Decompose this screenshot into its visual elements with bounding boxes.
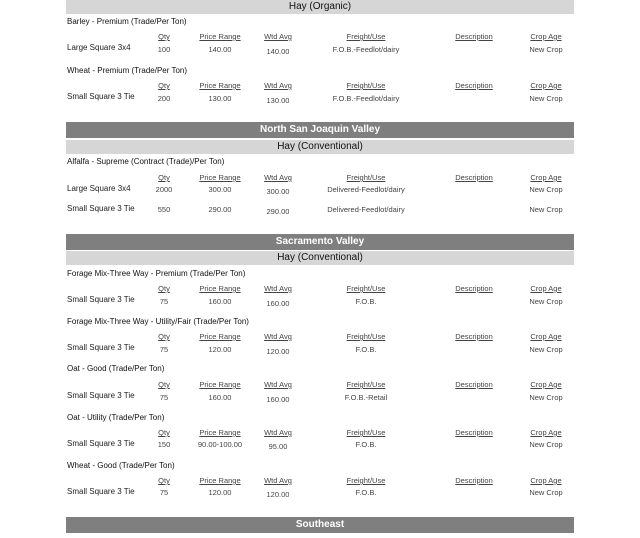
header-freight: Freight/Use	[346, 284, 386, 293]
row-freight: F.O.B.-Feedlot/dairy	[332, 94, 400, 103]
row-price: 90.00-100.00	[197, 440, 243, 449]
header-crop-age: Crop Age	[530, 380, 562, 389]
header-price-range: Price Range	[199, 332, 241, 341]
row-avg: 120.00	[266, 490, 290, 499]
header-description: Description	[455, 284, 493, 293]
row-freight: F.O.B.-Retail	[344, 393, 388, 402]
product-name: Oat - Utility (Trade/Per Ton)	[67, 413, 165, 422]
row-avg: 140.00	[266, 47, 290, 56]
header-freight: Freight/Use	[346, 428, 386, 437]
header-crop-age: Crop Age	[530, 32, 562, 41]
row-price: 160.00	[208, 393, 232, 402]
row-desc: Small Square 3 Tie	[67, 487, 135, 496]
region-title-nsjv: North San Joaquin Valley	[66, 122, 574, 138]
header-qty: Qty	[158, 32, 170, 41]
row-desc: Small Square 3 Tie	[67, 295, 135, 304]
header-description: Description	[455, 81, 493, 90]
row-qty: 75	[159, 297, 169, 306]
product-name: Oat - Good (Trade/Per Ton)	[67, 364, 165, 373]
row-desc: Large Square 3x4	[67, 43, 131, 52]
row-crop-age: New Crop	[529, 94, 563, 103]
header-freight: Freight/Use	[346, 380, 386, 389]
row-freight: F.O.B.-Feedlot/dairy	[332, 45, 400, 54]
header-wtd-avg: Wtd Avg	[264, 332, 292, 341]
row-desc: Small Square 3 Tie	[67, 439, 135, 448]
header-qty: Qty	[158, 173, 170, 182]
row-price: 300.00	[208, 185, 232, 194]
row-avg: 130.00	[266, 96, 290, 105]
header-crop-age: Crop Age	[530, 284, 562, 293]
section-title-nsjv: Hay (Conventional)	[66, 140, 574, 154]
row-freight: F.O.B.	[355, 488, 377, 497]
header-wtd-avg: Wtd Avg	[264, 284, 292, 293]
header-description: Description	[455, 173, 493, 182]
header-description: Description	[455, 428, 493, 437]
header-qty: Qty	[158, 81, 170, 90]
product-name: Wheat - Good (Trade/Per Ton)	[67, 461, 175, 470]
row-price: 160.00	[208, 297, 232, 306]
row-qty: 2000	[155, 185, 173, 194]
header-description: Description	[455, 32, 493, 41]
section-title-organic: Hay (Organic)	[66, 0, 574, 14]
region-title-sacramento: Sacramento Valley	[66, 234, 574, 250]
row-avg: 95.00	[268, 442, 288, 451]
row-qty: 75	[159, 393, 169, 402]
row-crop-age: New Crop	[529, 488, 563, 497]
header-wtd-avg: Wtd Avg	[264, 476, 292, 485]
row-freight: F.O.B.	[355, 345, 377, 354]
header-qty: Qty	[158, 332, 170, 341]
header-freight: Freight/Use	[346, 32, 386, 41]
header-description: Description	[455, 332, 493, 341]
section-title-sacramento: Hay (Conventional)	[66, 251, 574, 265]
row-crop-age: New Crop	[529, 440, 563, 449]
header-freight: Freight/Use	[346, 332, 386, 341]
row-crop-age: New Crop	[529, 345, 563, 354]
header-freight: Freight/Use	[346, 81, 386, 90]
product-name: Wheat - Premium (Trade/Per Ton)	[67, 66, 188, 75]
header-crop-age: Crop Age	[530, 332, 562, 341]
header-crop-age: Crop Age	[530, 173, 562, 182]
header-price-range: Price Range	[199, 32, 241, 41]
row-price: 120.00	[208, 488, 232, 497]
header-price-range: Price Range	[199, 476, 241, 485]
header-price-range: Price Range	[199, 380, 241, 389]
row-qty: 200	[157, 94, 171, 103]
row-price: 120.00	[208, 345, 232, 354]
row-freight: F.O.B.	[355, 440, 377, 449]
product-name: Barley - Premium (Trade/Per Ton)	[67, 17, 187, 26]
header-wtd-avg: Wtd Avg	[264, 81, 292, 90]
header-qty: Qty	[158, 380, 170, 389]
row-crop-age: New Crop	[529, 185, 563, 194]
header-crop-age: Crop Age	[530, 428, 562, 437]
header-qty: Qty	[158, 428, 170, 437]
row-price: 290.00	[208, 205, 232, 214]
row-avg: 290.00	[266, 207, 290, 216]
row-desc: Large Square 3x4	[67, 184, 131, 193]
row-avg: 160.00	[266, 395, 290, 404]
row-crop-age: New Crop	[529, 297, 563, 306]
row-desc: Small Square 3 Tie	[67, 92, 135, 101]
row-qty: 150	[157, 440, 171, 449]
header-wtd-avg: Wtd Avg	[264, 380, 292, 389]
row-price: 140.00	[208, 45, 232, 54]
row-desc: Small Square 3 Tie	[67, 391, 135, 400]
product-name: Forage Mix-Three Way - Premium (Trade/Per Ton)	[67, 269, 246, 278]
row-avg: 300.00	[266, 187, 290, 196]
header-price-range: Price Range	[199, 81, 241, 90]
row-desc: Small Square 3 Tie	[67, 343, 135, 352]
row-desc: Small Square 3 Tie	[67, 204, 135, 213]
header-price-range: Price Range	[199, 284, 241, 293]
header-qty: Qty	[158, 476, 170, 485]
header-wtd-avg: Wtd Avg	[264, 32, 292, 41]
row-avg: 160.00	[266, 299, 290, 308]
row-qty: 100	[157, 45, 171, 54]
header-wtd-avg: Wtd Avg	[264, 428, 292, 437]
header-freight: Freight/Use	[346, 173, 386, 182]
header-description: Description	[455, 380, 493, 389]
row-crop-age: New Crop	[529, 393, 563, 402]
row-crop-age: New Crop	[529, 205, 563, 214]
header-crop-age: Crop Age	[530, 81, 562, 90]
row-freight: Delivered-Feedlot/dairy	[327, 185, 405, 194]
row-freight: F.O.B.	[355, 297, 377, 306]
header-description: Description	[455, 476, 493, 485]
row-freight: Delivered-Feedlot/dairy	[327, 205, 405, 214]
header-freight: Freight/Use	[346, 476, 386, 485]
header-qty: Qty	[158, 284, 170, 293]
row-price: 130.00	[208, 94, 232, 103]
row-qty: 550	[157, 205, 171, 214]
header-price-range: Price Range	[199, 428, 241, 437]
row-crop-age: New Crop	[529, 45, 563, 54]
product-name: Forage Mix-Three Way - Utility/Fair (Trade/Per Ton)	[67, 317, 249, 326]
header-wtd-avg: Wtd Avg	[264, 173, 292, 182]
product-name: Alfalfa - Supreme (Contract (Trade)/Per Ton)	[67, 157, 225, 166]
region-title-southeast: Southeast	[66, 517, 574, 533]
row-qty: 75	[159, 345, 169, 354]
row-qty: 75	[159, 488, 169, 497]
header-price-range: Price Range	[199, 173, 241, 182]
row-avg: 120.00	[266, 347, 290, 356]
header-crop-age: Crop Age	[530, 476, 562, 485]
